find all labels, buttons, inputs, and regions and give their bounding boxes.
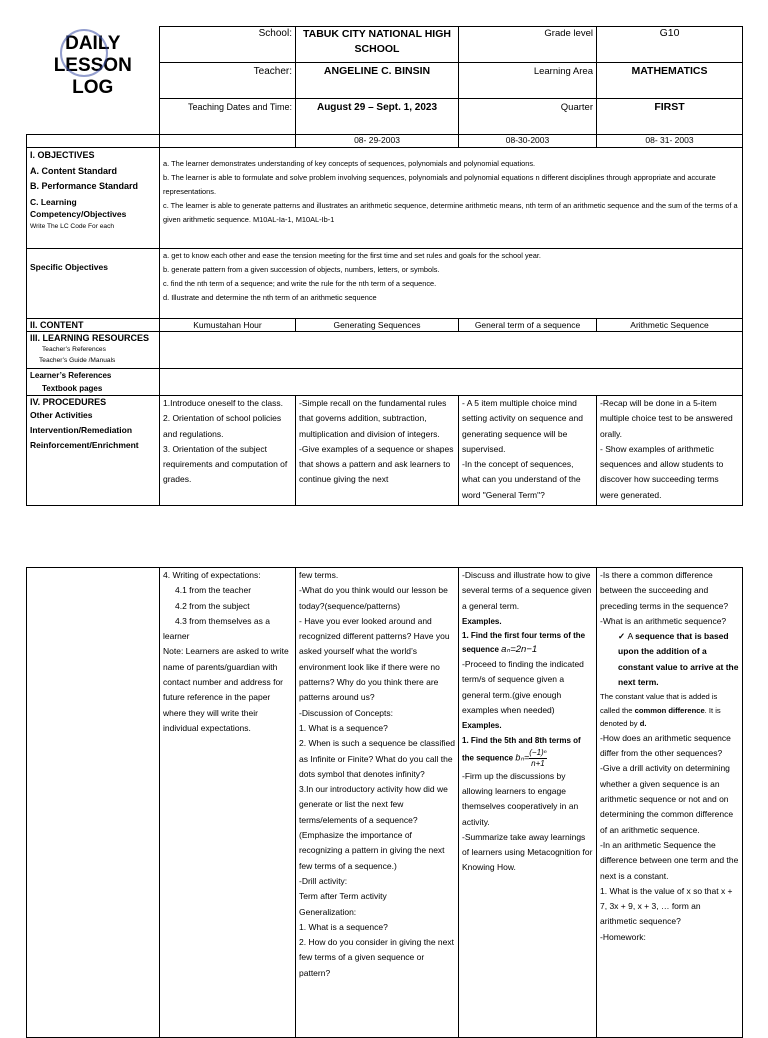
formula-bn-fraction <box>529 748 546 769</box>
p2-day2-l6: 2. When is such a sequence be classified as Infinite or Finite? What do you call the dots symbol that denotes infinity? <box>299 738 455 779</box>
objective-c: c. The learner is able to generate patterns and illustrates an arithmetic sequence, determine arithmetic means, nth term of an arithmetic sequence and the sum of the terms of a given arithmetic sequence. M10AL-Ia-1, M10AL-Ib-1 <box>163 201 738 224</box>
lesson-log-table-page1 <box>26 26 743 506</box>
p2-day3-l4: -Summarize take away learnings of learners using Metacognition for Knowing How. <box>462 831 593 873</box>
p1-day2-line1: -Simple recall on the fundamental rules that governs addition, subtraction, multiplication and division of integers. <box>299 398 447 439</box>
other-activities-label: Other Activities <box>30 410 93 420</box>
title-daily: DAILY <box>65 32 121 54</box>
resources-labels <box>27 332 160 369</box>
p2-day1-l1: 4. Writing of expectations: <box>163 570 261 580</box>
dates-value: August 29 – Sept. 1, 2023 <box>296 99 459 135</box>
p2-day2-l7: 3.In our introductory activity how did we generate or list the next few terms/elements of a sequence? (Emphasize the importance of recognizing a pattern in giving the next few terms of a sequence.) <box>299 784 448 871</box>
lc-note: Write The LC Code For each <box>30 222 115 230</box>
objective-b: b. The learner is able to formulate and solve problem involving sequences, polynomials and polynomial equations n different disciplines through appropriate and accurate representations. <box>163 173 716 196</box>
formula-bn-lhs: bₙ= <box>515 752 530 763</box>
p2-day3-q1: 1. Find the first four terms of the sequence <box>462 631 586 655</box>
performance-standard-label: B. Performance Standard <box>30 181 139 191</box>
resources-content <box>160 332 743 369</box>
content-day3: General term of a sequence <box>459 319 597 332</box>
teacher-value: ANGELINE C. BINSIN <box>296 63 459 99</box>
specific-objectives-label: Specific Objectives <box>27 249 160 319</box>
competency-label: C. Learning Competency/Objectives <box>30 196 127 219</box>
p2-day4-l6: -In an arithmetic Sequence the difference between one term and the next is a constant. <box>600 839 739 881</box>
learners-ref-labels <box>27 369 160 396</box>
grade-value: G10 <box>597 27 743 63</box>
formula-an: aₙ=2n−1 <box>501 644 538 656</box>
p1-day4-line2: - Show examples of arithmetic sequences and allow students to discover how succeeding terms were generated. <box>600 443 724 500</box>
p1-day3-line1: - A 5 item multiple choice mind setting activity on sequence and generating sequence will be supervised. <box>462 398 583 454</box>
p2-day2-l3: - Have you ever looked around and recognized different patterns? Have you asked yourself what the world’s environment look like if there were no patterns? Why do you think there are patterns around us? <box>299 615 450 703</box>
p2-day2-l11: 1. What is a sequence? <box>299 921 388 932</box>
dates-label: Teaching Dates and Time: <box>160 99 296 135</box>
teacher-label: Teacher: <box>160 63 296 99</box>
p2-day1 <box>160 568 296 1038</box>
specific-d: d. Illustrate and determine the nth term of an arithmetic sequence <box>163 293 377 302</box>
objectives-labels <box>27 148 160 249</box>
date-day3: 08-30-2003 <box>459 135 597 148</box>
definition-text: sequence that is based upon the addition of a constant value to arrive at the next term. <box>618 631 739 688</box>
definition-line: ✓ A sequence that is based upon the addition of a constant value to arrive at the next term. <box>618 631 739 688</box>
p2-day4-l1: -Is there a common difference between the succeeding and preceding terms in the sequence? <box>600 570 729 611</box>
specific-a: a. get to know each other and ease the tension meeting for the first time and set rules and goals for the school year. <box>163 251 541 260</box>
quarter-value: FIRST <box>597 99 743 135</box>
p1-day4-line1: -Recap will be done in a 5-item multiple choice test to be answered orally. <box>600 398 733 439</box>
reinforcement-label: Reinforcement/Enrichment <box>30 440 139 450</box>
objectives-text <box>160 148 743 249</box>
p2-day3-examples1: Examples. <box>462 616 502 626</box>
procedures-labels <box>27 396 160 506</box>
p2-day1-l2: 4.1 from the teacher <box>175 585 252 596</box>
p2-day2-l12: 2. How do you consider in giving the next few terms of a given sequence or pattern? <box>299 937 454 978</box>
p2-day2-l8: -Drill activity: <box>299 875 348 886</box>
school-label: School: <box>160 27 296 63</box>
procedures-day3 <box>459 396 597 506</box>
procedures-day4 <box>597 396 743 506</box>
date-day1 <box>160 135 296 148</box>
content-standard-label: A. Content Standard <box>30 165 117 176</box>
p2-label-column <box>27 568 160 1038</box>
p2-day4-l5: -Give a drill activity on determining whether a given sequence is an arithmetic sequence or not and on determining the common difference of an arithmetic sequence. <box>600 763 734 835</box>
date-day2: 08- 29-2003 <box>296 135 459 148</box>
p2-day4-l2: -What is an arithmetic sequence? <box>600 615 727 626</box>
p1-day3-line2: -In the concept of sequences, what can you understand of the word "General Term"? <box>462 459 581 500</box>
p2-day3-l1: -Discuss and illustrate how to give several terms of a sequence given a general term. <box>462 570 592 611</box>
p2-day4-l8: -Homework: <box>600 931 646 942</box>
objective-a: a. The learner demonstrates understanding of key concepts of sequences, polynomials and polynomial equations. <box>163 159 536 168</box>
procedures-day1 <box>160 396 296 506</box>
date-day4: 08- 31- 2003 <box>597 135 743 148</box>
p1-day1-line3: 3. Orientation of the subject requirements and computation of grades. <box>163 443 288 485</box>
p1-day1-line2: 2. Orientation of school policies and regulations. <box>163 413 282 439</box>
title-block <box>27 27 160 135</box>
p1-day2-line2: -Give examples of a sequence or shapes that shows a pattern and ask learners to continue giving the next <box>299 443 454 485</box>
resources-heading: III. LEARNING RESOURCES <box>30 333 150 343</box>
objectives-heading: I. OBJECTIVES <box>30 150 95 160</box>
learners-references-label: Learner’s References <box>30 371 112 380</box>
p2-day4-l7: 1. What is the value of x so that x + 7, 3x + 9, x + 3, … form an arithmetic sequence? <box>600 885 733 927</box>
p1-day1-line1: 1.Introduce oneself to the class. <box>163 398 284 408</box>
intervention-label: Intervention/Remediation <box>30 425 133 435</box>
p2-day2 <box>296 568 459 1038</box>
title-lesson: LESSON <box>53 54 132 76</box>
content-heading: II. CONTENT <box>27 319 160 332</box>
formula-bn-denominator: n+1 <box>531 758 545 768</box>
procedures-heading: IV. PROCEDURES <box>30 397 107 407</box>
quarter-label: Quarter <box>459 99 597 135</box>
p2-day3-l2: -Proceed to finding the indicated term/s of sequence given a general term.(give enough examples when needed) <box>462 659 584 716</box>
content-day1: Kumustahan Hour <box>160 319 296 332</box>
p2-day1-l3: 4.2 from the subject <box>175 600 250 611</box>
procedures-day2 <box>296 396 459 506</box>
content-day2: Generating Sequences <box>296 319 459 332</box>
p2-day3-l3: -Firm up the discussions by allowing learners to engage themselves cooperatively in an activity. <box>462 770 579 827</box>
specific-objectives-text <box>160 249 743 319</box>
teachers-references-label: Teacher’s References <box>42 346 106 353</box>
p2-day4 <box>597 568 743 1038</box>
p2-day3-q2: 1. Find the 5th and 8th terms of the sequence <box>462 735 581 763</box>
grade-label: Grade level <box>459 27 597 63</box>
school-seal-icon <box>60 29 108 77</box>
common-difference-note: The constant value that is added is called the common difference. It is denoted by d. <box>600 692 721 729</box>
p2-day3 <box>459 568 597 1038</box>
p2-day1-l4: 4.3 from themselves as a learner <box>163 615 270 642</box>
p2-day3-examples2: Examples. <box>462 721 502 731</box>
p2-day1-l5: Note: Learners are asked to write name of parents/guardian with contact number and address for future reference in the paper where they will write their individual expectations. <box>163 646 289 733</box>
p2-day2-l5: 1. What is a sequence? <box>299 722 388 733</box>
p2-day4-l4: -How does an arithmetic sequence differ from the other sequences? <box>600 732 731 759</box>
lesson-log-table-page2 <box>26 567 743 1038</box>
specific-c: c. find the nth term of a sequence; and write the rule for the nth term of a sequence. <box>163 279 437 288</box>
area-label: Learning Area <box>459 63 597 99</box>
p2-day2-l4: -Discussion of Concepts: <box>299 707 394 718</box>
formula-bn-numerator: (−1)ⁿ <box>529 747 547 757</box>
content-day4: Arithmetic Sequence <box>597 319 743 332</box>
teachers-guide-label: Teacher’s Guide /Manuals <box>39 357 116 364</box>
p2-day2-l1: few terms. <box>299 570 339 580</box>
checkmark-icon: ✓ <box>618 631 626 642</box>
dates-row-blank <box>27 135 160 148</box>
specific-b: b. generate pattern from a given succession of objects, numbers, letters, or symbols. <box>163 265 440 274</box>
p2-day2-l2: -What do you think would our lesson be today?(sequence/patterns) <box>299 585 448 611</box>
area-value: MATHEMATICS <box>597 63 743 99</box>
school-value: TABUK CITY NATIONAL HIGH SCHOOL <box>296 27 459 63</box>
p2-day2-l10: Generalization: <box>299 906 357 917</box>
learners-ref-content <box>160 369 743 396</box>
title-log: LOG <box>72 76 114 98</box>
textbook-pages-label: Textbook pages <box>42 384 103 393</box>
p2-day2-l9: Term after Term activity <box>299 891 387 902</box>
